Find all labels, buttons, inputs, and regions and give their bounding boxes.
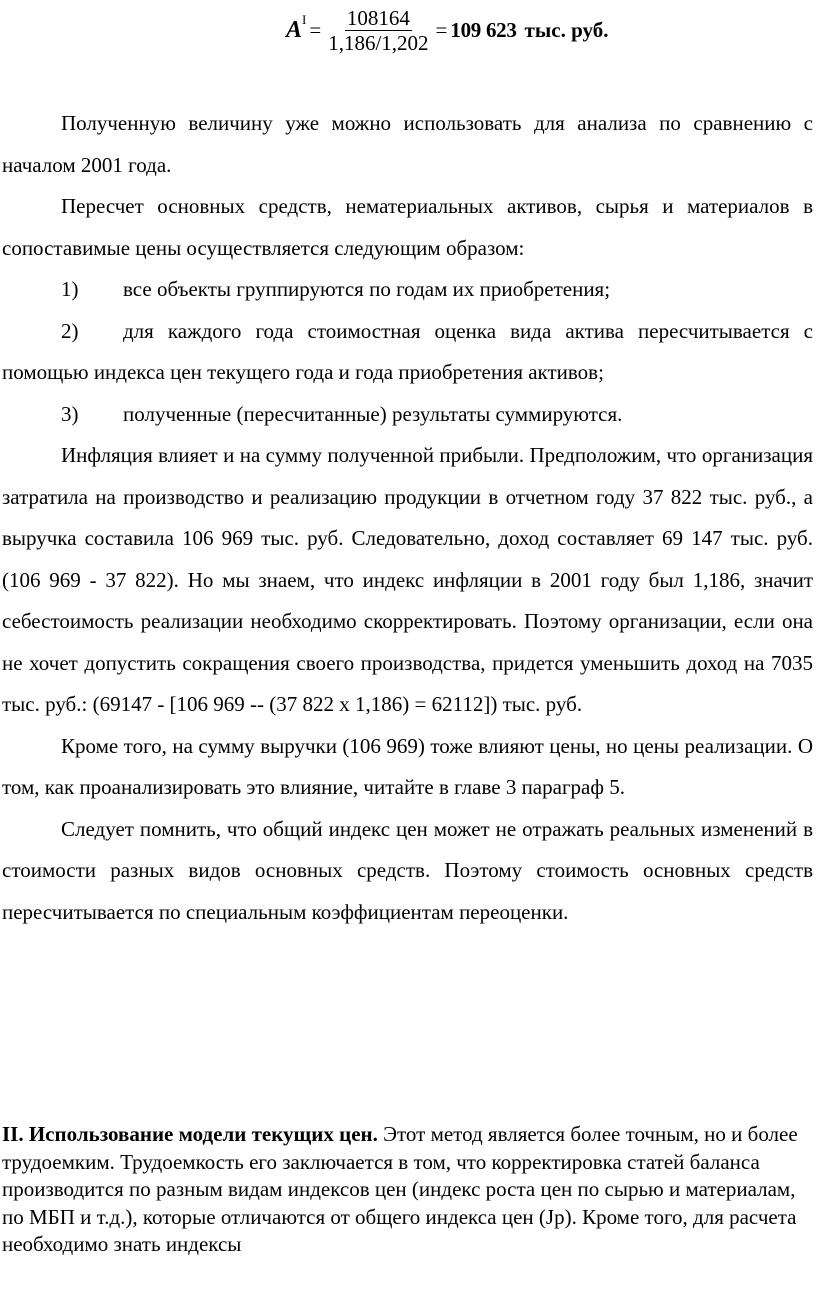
formula-equals: =: [309, 17, 322, 42]
formula-superscript: I: [302, 12, 307, 27]
formula-lhs: $A^I$: [286, 12, 307, 43]
formula-numerator: 108164: [346, 5, 410, 30]
list-item-number: 1): [61, 277, 79, 301]
list-item-text: для каждого года стоимостная оценка вида актива пересчитывается с помощью индекса цен текущего года и года приобретения активов;: [2, 318, 813, 384]
section-paragraph: [2, 1121, 813, 1259]
formula-fraction: [326, 7, 430, 54]
section-heading: II. Использование модели текущих цен.: [2, 1122, 378, 1146]
paragraph-1: Полученную величину уже можно использовать для анализа по сравнению с началом 2001 года.: [2, 111, 813, 177]
document-body: [2, 103, 813, 933]
list-item-text: полученные (пересчитанные) результаты суммируются.: [123, 401, 623, 426]
section-text: Этот метод является более точным, но и более трудоемким. Трудоемкость его заключается в том, что корректировка статей баланса производится по разным видам индексов цен (индекс роста цен по сырью и материалам, по МБП и т.д.), которые отличаются от общего индекса цен (Jp). Кроме того, для расчета необходимо знать индексы: [2, 1122, 798, 1256]
list-item-text: все объекты группируются по годам их приобретения;: [123, 277, 611, 301]
list-item: [2, 394, 813, 436]
formula-result: 109 623: [450, 17, 517, 42]
formula-denominator: 1,186/1,202: [328, 30, 429, 55]
list-item-number: 3): [61, 401, 79, 426]
paragraph-5: Следует помнить, что общий индекс цен может не отражать реальных изменений в стоимости разных видов основных средств. Поэтому стоимость основных средств пересчитывается по специальным коэффициентам переоценки.: [2, 816, 813, 924]
formula-unit: тыс. руб.: [524, 17, 609, 42]
list-item-number: 2): [61, 318, 79, 343]
formula: [286, 4, 608, 56]
list-item: [2, 269, 813, 311]
formula-equals-2: =: [435, 17, 448, 42]
paragraph-2: Пересчет основных средств, нематериальных активов, сырья и материалов в сопоставимые цены осуществляется следующим образом:: [2, 194, 813, 260]
paragraph-4: Кроме того, на сумму выручки (106 969) тоже влияют цены, но цены реализации. О том, как проанализировать это влияние, читайте в главе 3 параграф 5.: [2, 733, 813, 799]
list-item: [2, 311, 813, 394]
paragraph-3: Инфляция влияет и на сумму полученной прибыли. Предположим, что организация затратила на производство и реализацию продукции в отчетном году 37 822 тыс. руб., а выручка составила 106 969 тыс. руб. Следовательно, доход составляет 69 147 тыс. руб. (106 969 - 37 822). Но мы знаем, что индекс инфляции в 2001 году был 1,186, значит себестоимость реализации необходимо скорректировать. Поэтому организации, если она не хочет допустить сокращения своего производства, придется уменьшить доход на 7035 тыс. руб.: (69147 - [106 969 -- (37 822 x 1,186) = 62112]) тыс. руб.: [2, 443, 813, 716]
